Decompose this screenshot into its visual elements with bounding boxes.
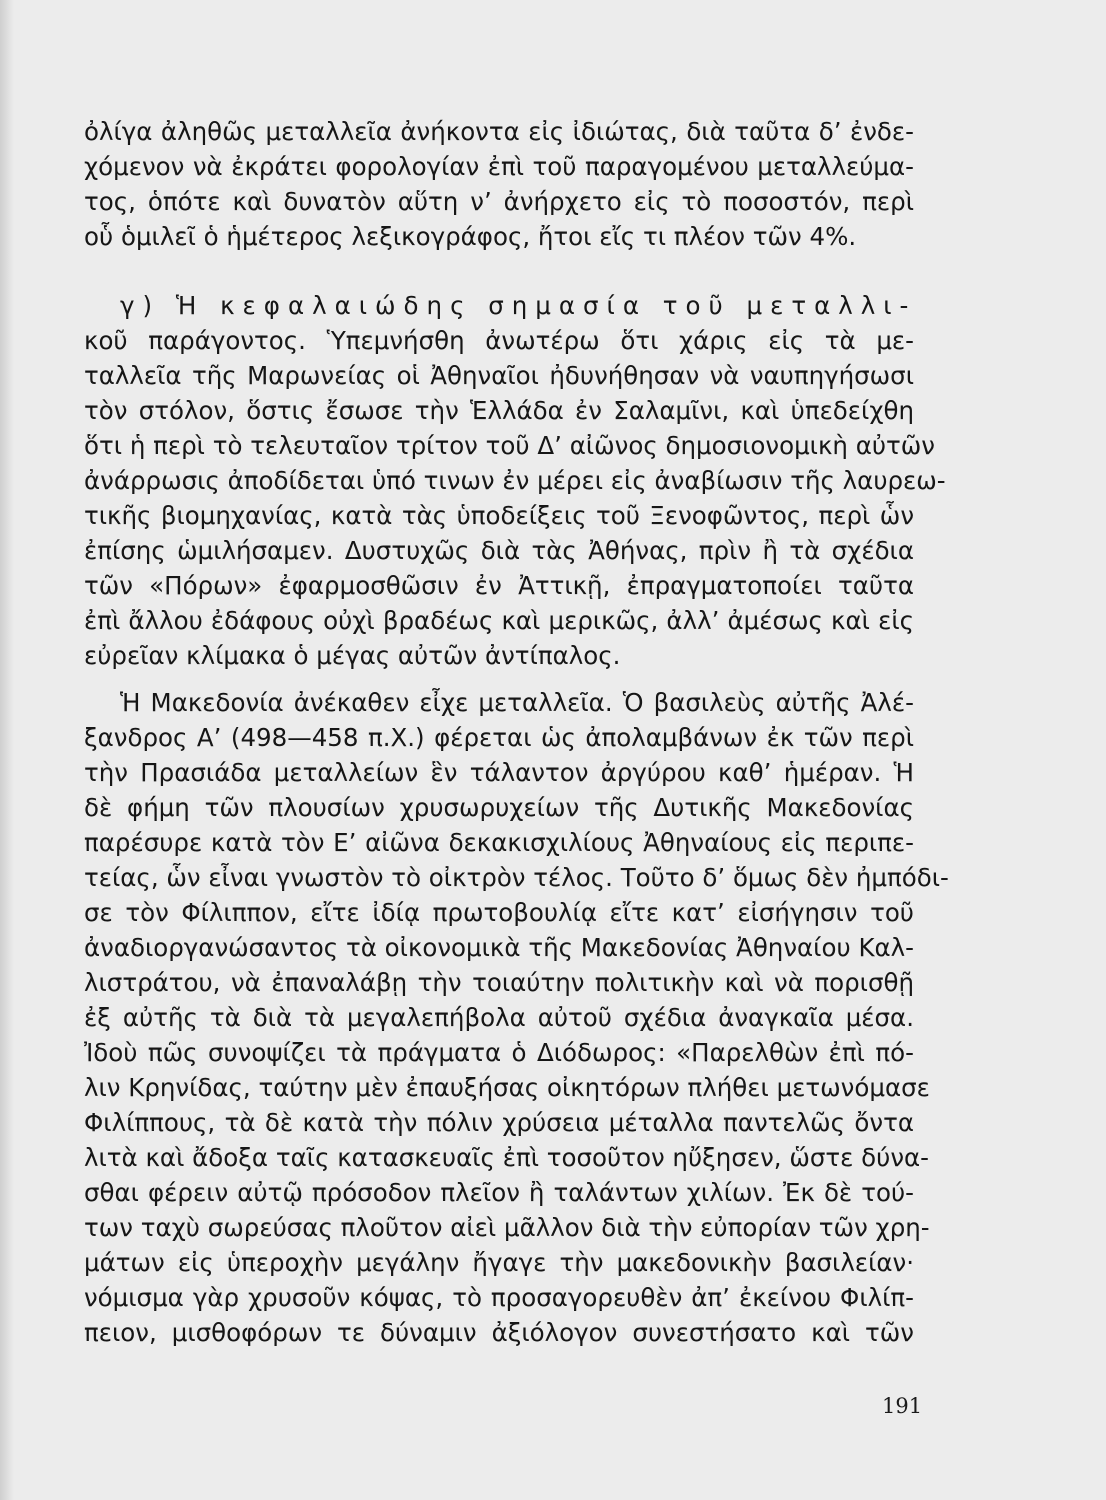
text-line: παρέσυρε κατὰ τὸν Ε’ αἰῶνα δεκακισχιλίους Ἀθηναίους εἰς περιπε- <box>84 828 914 857</box>
text-line: νόμισμα γὰρ χρυσοῦν κόψας, τὸ προσαγορευθὲν ἀπ’ ἐκείνου Φιλίπ- <box>84 1283 914 1312</box>
body-text <box>84 114 949 1350</box>
text-line: των ταχὺ σωρεύσας πλοῦτον αἰεὶ μᾶλλον διὰ τὴν εὐπορίαν τῶν χρη- <box>84 1213 930 1242</box>
text-line: ταλλεῖα τῆς Μαρωνείας οἱ Ἀθηναῖοι ἠδυνήθησαν νὰ ναυπηγήσωσι <box>84 361 914 390</box>
text-line: Ἰδοὺ πῶς συνοψίζει τὰ πράγματα ὁ Διόδωρος: «Παρελθὼν ἐπὶ πό- <box>84 1038 914 1067</box>
page-number: 191 <box>882 1394 923 1418</box>
text-line: ξανδρος Α’ (498—458 π.Χ.) φέρεται ὡς ἀπολαμβάνων ἐκ τῶν περὶ <box>84 723 914 752</box>
text-line: σθαι φέρειν αὐτῷ πρόσοδον πλεῖον ἢ ταλάντων χιλίων. Ἐκ δὲ τού- <box>84 1178 914 1207</box>
text-line: οὗ ὁμιλεῖ ὁ ἡμέτερος λεξικογράφος, ἤτοι εἴς τι πλέον τῶν 4%. <box>84 222 857 251</box>
text-line: τος, ὁπότε καὶ δυνατὸν αὕτη ν’ ἀνήρχετο εἰς τὸ ποσοστόν, περὶ <box>84 187 914 216</box>
text-line: εὐρεῖαν κλίμακα ὁ μέγας αὐτῶν ἀντίπαλος. <box>84 641 621 670</box>
text-line: σε τὸν Φίλιππον, εἴτε ἰδίᾳ πρωτοβουλίᾳ εἴτε κατ’ εἰσήγησιν τοῦ <box>84 898 914 927</box>
paragraph-continuation <box>84 114 914 254</box>
section-gap <box>84 254 914 288</box>
text-line: ἀνάρρωσις ἀποδίδεται ὑπό τινων ἐν μέρει εἰς ἀναβίωσιν τῆς λαυρεω- <box>84 466 946 495</box>
text-line: Φιλίππους, τὰ δὲ κατὰ τὴν πόλιν χρύσεια μέταλλα παντελῶς ὄντα <box>84 1108 914 1137</box>
text-line: κοῦ παράγοντος. Ὑπεμνήσθη ἀνωτέρω ὅτι χάρις εἰς τὰ με- <box>84 326 914 355</box>
text-line: λιτὰ καὶ ἄδοξα ταῖς κατασκευαῖς ἐπὶ τοσοῦτον ηὔξησεν, ὥστε δύνα- <box>84 1143 930 1172</box>
text-line: δὲ φήμη τῶν πλουσίων χρυσωρυχείων τῆς Δυτικῆς Μακεδονίας <box>84 793 914 822</box>
text-line: ὅτι ἡ περὶ τὸ τελευταῖον τρίτον τοῦ Δ’ αἰῶνος δημοσιονομικὴ αὐτῶν <box>84 431 935 460</box>
section-heading-line: γ) Ἡ κεφαλαιώδης σημασία τοῦ μεταλλι- <box>120 291 917 320</box>
section-gamma-paragraph <box>84 288 946 673</box>
text-line: μάτων εἰς ὑπεροχὴν μεγάλην ἤγαγε τὴν μακεδονικὴν βασιλείαν· <box>84 1248 914 1277</box>
paragraph-gap <box>84 673 914 685</box>
text-line: ἐξ αὐτῆς τὰ διὰ τὰ μεγαλεπήβολα αὐτοῦ σχέδια ἀναγκαῖα μέσα. <box>84 1003 914 1032</box>
page-edge-shadow <box>0 0 14 1500</box>
text-line: τείας, ὧν εἶναι γνωστὸν τὸ οἰκτρὸν τέλος. Τοῦτο δ’ ὅμως δὲν ἠμπόδι- <box>84 863 949 892</box>
text-line: πειον, μισθοφόρων τε δύναμιν ἀξιόλογον συνεστήσατο καὶ τῶν <box>84 1318 914 1347</box>
text-line: ὀλίγα ἀληθῶς μεταλλεῖα ἀνήκοντα εἰς ἰδιώτας, διὰ ταῦτα δ’ ἐνδε- <box>84 117 914 146</box>
text-line: χόμενον νὰ ἐκράτει φορολογίαν ἐπὶ τοῦ παραγομένου μεταλλεύμα- <box>84 152 914 181</box>
text-line: τὸν στόλον, ὅστις ἔσωσε τὴν Ἑλλάδα ἐν Σαλαμῖνι, καὶ ὑπεδείχθη <box>84 396 914 425</box>
text-line: ἐπίσης ὡμιλήσαμεν. Δυστυχῶς διὰ τὰς Ἀθήνας, πρὶν ἢ τὰ σχέδια <box>84 536 914 565</box>
text-line: Ἡ Μακεδονία ἀνέκαθεν εἶχε μεταλλεῖα. Ὁ βασιλεὺς αὐτῆς Ἀλέ- <box>120 688 914 717</box>
text-line: λιστράτου, νὰ ἐπαναλάβῃ τὴν τοιαύτην πολιτικὴν καὶ νὰ πορισθῇ <box>84 968 914 997</box>
text-line: τικῆς βιομηχανίας, κατὰ τὰς ὑποδείξεις τοῦ Ξενοφῶντος, περὶ ὧν <box>84 501 914 530</box>
text-line: τῶν «Πόρων» ἐφαρμοσθῶσιν ἐν Ἀττικῇ, ἐπραγματοποίει ταῦτα <box>84 571 914 600</box>
text-line: ἀναδιοργανώσαντος τὰ οἰκονομικὰ τῆς Μακεδονίας Ἀθηναίου Καλ- <box>84 933 914 962</box>
text-line: τὴν Πρασιάδα μεταλλείων ἓν τάλαντον ἀργύρου καθ’ ἡμέραν. Ἡ <box>84 758 914 787</box>
text-line: λιν Κρηνίδας, ταύτην μὲν ἐπαυξήσας οἰκητόρων πλήθει μετωνόμασε <box>84 1073 930 1102</box>
text-line: ἐπὶ ἄλλου ἐδάφους οὐχὶ βραδέως καὶ μερικῶς, ἀλλ’ ἀμέσως καὶ εἰς <box>84 606 914 635</box>
macedonia-paragraph <box>84 685 949 1350</box>
